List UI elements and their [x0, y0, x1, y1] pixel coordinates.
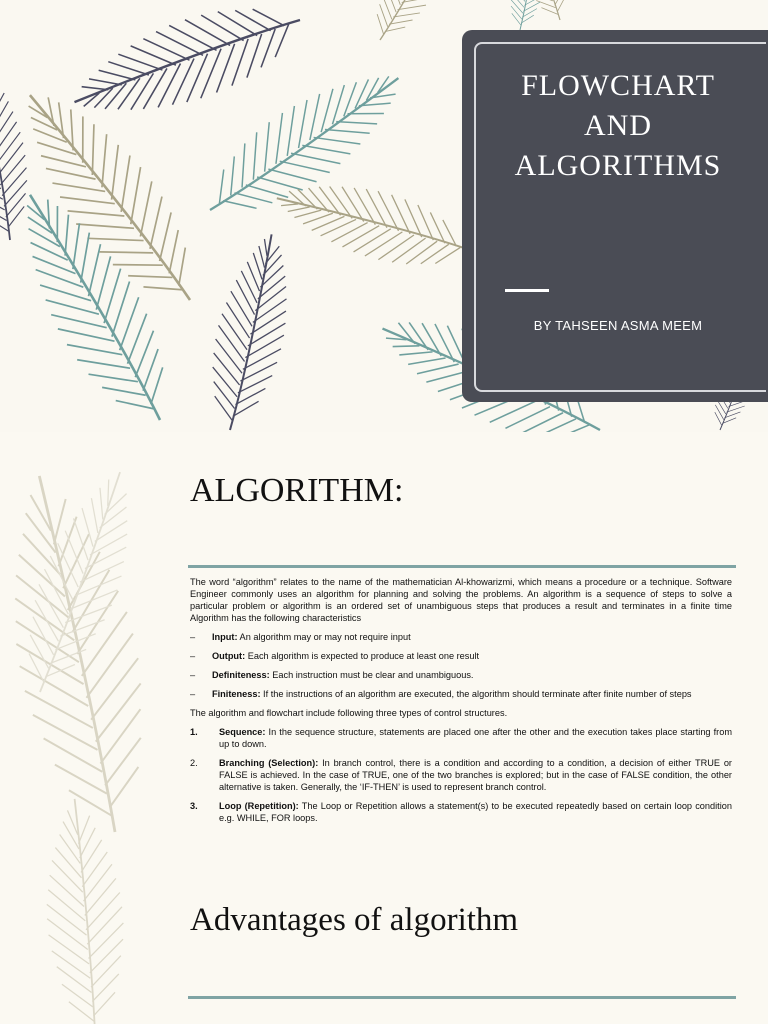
characteristic-text: If the instructions of an algorithm are executed, the algorithm should terminate after finite number of steps [260, 689, 692, 699]
algorithm-body [190, 576, 732, 831]
advantages-divider [188, 996, 736, 999]
title-divider [505, 289, 549, 292]
control-structure-item [190, 726, 732, 750]
control-label: Loop (Repetition): [219, 801, 299, 811]
characteristic-text: An algorithm may or may not require input [237, 632, 411, 642]
algorithm-slide [0, 432, 768, 1024]
intro-paragraph: The word “algorithm” relates to the name of the mathematician Al-khowarizmi, which means a procedure or a technique. Software Engineer commonly uses an algorithm for planning and solving the problems. An algorithm is a sequence of steps to solve a particular problem or algorithm is an ordered set of unambiguous steps that produces a result and terminates in a finite time Algorithm has the following characteristics [190, 577, 732, 623]
title-line: ALGORITHMS [514, 149, 722, 182]
dash-bullet: – [190, 670, 196, 680]
characteristic-item [190, 650, 732, 662]
title-line: FLOWCHART [521, 69, 715, 102]
list-number: 1. [190, 727, 198, 737]
control-structure-item [190, 757, 732, 793]
control-intro: The algorithm and flowchart include following three types of control structures. [190, 708, 508, 718]
characteristic-label: Input: [212, 632, 238, 642]
control-label: Branching (Selection): [219, 758, 319, 768]
characteristic-item [190, 688, 732, 700]
characteristic-label: Finiteness: [212, 689, 261, 699]
characteristic-item [190, 631, 732, 643]
title-line: AND [584, 109, 652, 142]
list-number: 3. [190, 801, 198, 811]
control-text: In branch control, there is a condition and according to a condition, a decision of either TRUE or FALSE is achieved. In the case of TRUE, one of the two branches is explored; but in the case of FALSE condition, the other alternative is taken. Generally, the ‘IF-THEN’ is used to represent branch control. [219, 758, 732, 792]
section-heading: ALGORITHM: [190, 472, 404, 509]
dash-bullet: – [190, 651, 196, 661]
control-label: Sequence: [219, 727, 266, 737]
control-text: The Loop or Repetition allows a statement(s) to be executed repeatedly based on certain loop condition e.g. WHILE, FOR loops. [219, 801, 732, 823]
presentation-title [474, 66, 762, 186]
characteristic-label: Definiteness: [212, 670, 270, 680]
dash-bullet: – [190, 632, 196, 642]
author-byline: BY TAHSEEN ASMA MEEM [533, 318, 703, 333]
advantages-heading: Advantages of algorithm [190, 902, 519, 938]
control-text: In the sequence structure, statements are placed one after the other and the execution takes place starting from up to down. [219, 727, 732, 749]
characteristic-label: Output: [212, 651, 246, 661]
control-structure-item [190, 800, 732, 824]
list-number: 2. [190, 758, 198, 768]
characteristic-text: Each instruction must be clear and unambiguous. [269, 670, 474, 680]
dash-bullet: – [190, 689, 196, 699]
title-slide [0, 0, 768, 432]
heading-divider [188, 565, 736, 568]
characteristic-text: Each algorithm is expected to produce at least one result [245, 651, 480, 661]
characteristic-item [190, 669, 732, 681]
